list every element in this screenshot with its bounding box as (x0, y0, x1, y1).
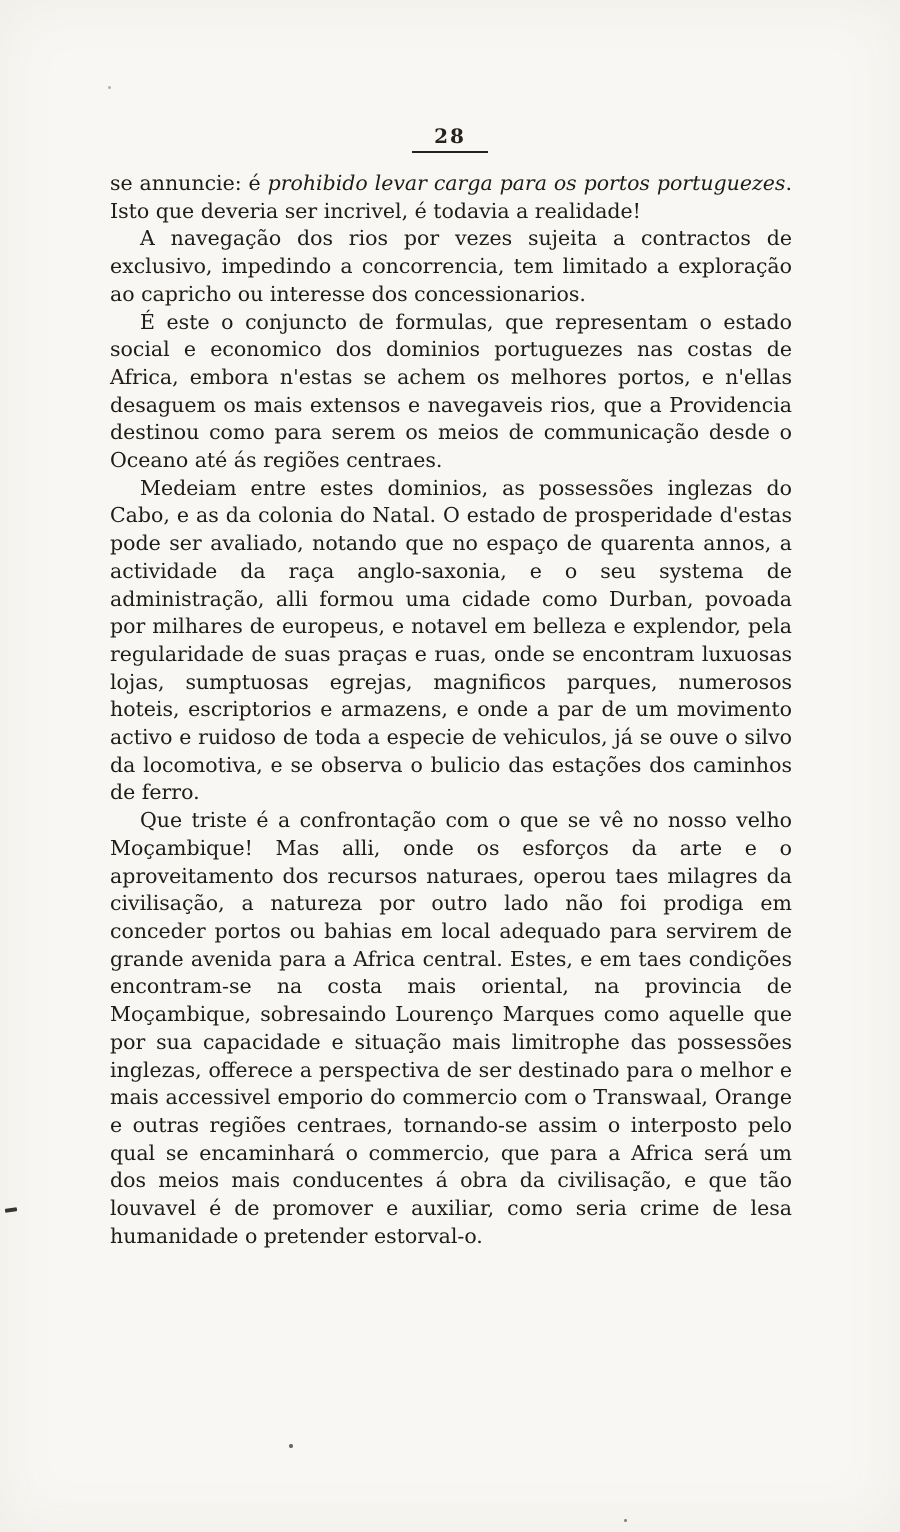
paragraph-continuation (110, 170, 792, 225)
paragraph: Que triste é a confrontação com o que se vê no nosso velho Moçambique! Mas alli, onde os esforços da arte e o aproveitamento dos recursos naturaes, operou taes milagres da civilisação, a natureza por outro lado não foi prodiga em conceder portos ou bahias em local adequado para servirem de grande avenida para a Africa central. Estes, e em taes condições encontram-se na costa mais oriental, na provincia de Moçambique, sobresaindo Lourenço Marques como aquelle que por sua capacidade e situação mais limitrophe das possessões inglezas, offerece a perspectiva de ser destinado para o melhor e mais accessivel emporio do commercio com o Transwaal, Orange e outras regiões centraes, tornando-se assim o interposto pelo qual se encaminhará o commercio, que para a Africa será um dos meios mais conducentes á obra da civilisação, e que tão louvavel é de promover e auxiliar, como seria crime de lesa humanidade o pretender estorval-o. (110, 808, 792, 1248)
paragraph: A navegação dos rios por vezes sujeita a contractos de exclusivo, impedindo a concorrencia, tem limitado a exploração ao capricho ou interesse dos concessionarios. (110, 226, 792, 306)
text-run: . Isto que deveria ser incrivel, é todavia a realidade! (110, 171, 792, 223)
scan-artifact-speck (624, 1519, 627, 1522)
page-number: 28 (412, 124, 488, 153)
scan-artifact-speck (289, 1444, 293, 1448)
scan-artifact-speck (108, 86, 111, 89)
paragraph: É este o conjuncto de formulas, que representam o estado social e economico dos dominios portuguezes nas costas de Africa, embora n'estas se achem os melhores portos, e n'ellas desaguem os mais extensos e navegaveis rios, que a Providencia destinou como para serem os meios de communicação desde o Oceano até ás regiões centraes. (110, 309, 792, 473)
body-text (110, 170, 792, 1250)
paragraph: Medeiam entre estes dominios, as possessões inglezas do Cabo, e as da colonia do Natal. O estado de prosperidade d'estas pode ser avaliado, notando que no espaço de quarenta annos, a actividade da raça anglo-saxonia, e o seu systema de administração, alli formou uma cidade como Durban, povoada por milhares de europeus, e notavel em belleza e explendor, pela regularidade de suas praças e ruas, onde se encontram luxuosas lojas, sumptuosas egrejas, magnificos parques, numerosos hoteis, escriptorios e armazens, e onde a par de um movimento activo e ruidoso de toda a especie de vehiculos, já se ouve o silvo da locomotiva, e se observa o bulicio das estações dos caminhos de ferro. (110, 475, 792, 805)
italic-text-run: prohibido levar carga para os portos portuguezes (267, 171, 786, 195)
scan-artifact-margin-dash (5, 1207, 17, 1213)
page-header (0, 124, 900, 153)
text-run: se annuncie: é (110, 171, 268, 195)
